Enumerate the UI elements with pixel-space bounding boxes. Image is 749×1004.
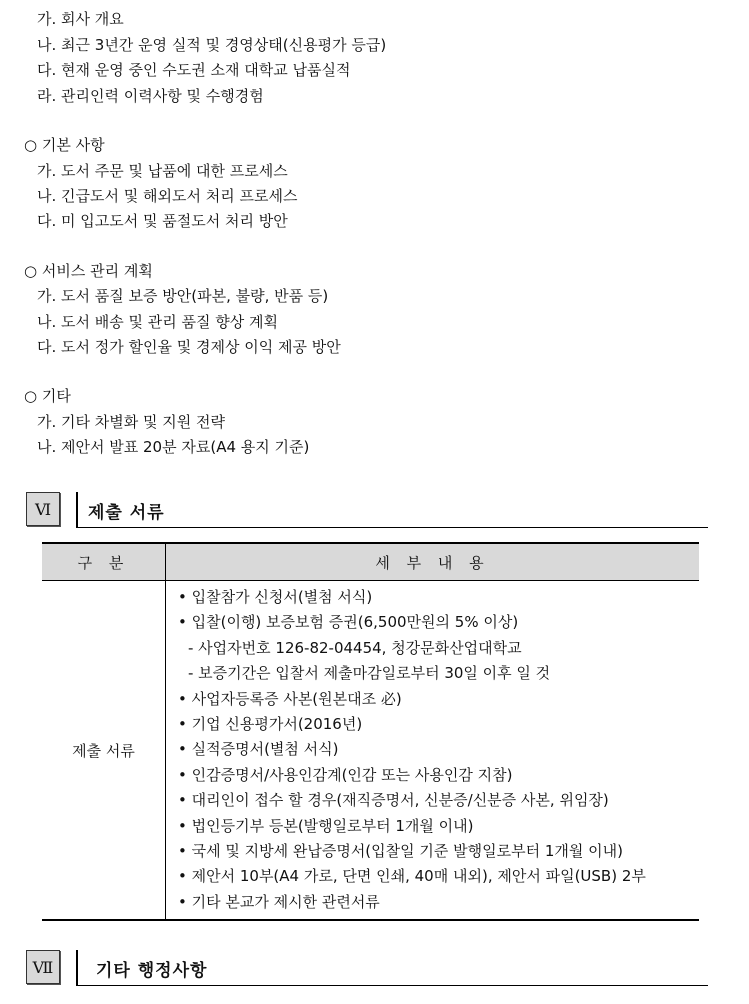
list-item: • 국세 및 지방세 완납증명서(입찰일 기준 발행일로부터 1개월 이내) [178, 842, 623, 861]
table-row [42, 581, 699, 921]
table-category-cell: 제출 서류 [42, 581, 166, 921]
group-item: 가. 기타 차별화 및 지원 전략 [37, 413, 225, 431]
header-underline [78, 527, 708, 528]
list-item: • 법인등기부 등본(발행일로부터 1개월 이내) [178, 816, 474, 835]
table-content-cell [166, 581, 700, 921]
group-item: 가. 도서 품질 보증 방안(파본, 불량, 반품 등) [37, 287, 329, 305]
table-header-row [42, 543, 699, 581]
list-item: • 제안서 10부(A4 가로, 단면 인쇄, 40매 내외), 제안서 파일(USB) 2부 [178, 867, 646, 886]
section-header [26, 492, 708, 528]
list-item: • 실적증명서(별첨 서식) [178, 740, 339, 759]
group-heading: ○ 기타 [24, 387, 71, 405]
intro-item: 나. 최근 3년간 운영 실적 및 경영상태(신용평가 등급) [37, 36, 387, 54]
group-item: 나. 제안서 발표 20분 자료(A4 용지 기준) [37, 438, 310, 456]
list-item: • 인감증명서/사용인감계(인감 또는 사용인감 지참) [178, 765, 513, 784]
section-title: 기타 행정사항 [96, 961, 208, 981]
intro-item: 라. 관리인력 이력사항 및 수행경험 [37, 87, 264, 105]
group-heading: ○ 서비스 관리 계획 [24, 262, 153, 280]
documents-table [42, 542, 699, 921]
header-divider [76, 950, 78, 986]
intro-item: 다. 현재 운영 중인 수도권 소재 대학교 납품실적 [37, 61, 351, 79]
section-title: 제출 서류 [88, 503, 165, 523]
list-item: • 사업자등록증 사본(원본대조 必) [178, 689, 402, 708]
section-number-box: Ⅵ [26, 492, 60, 526]
header-divider [76, 492, 78, 528]
group-item: 다. 도서 정가 할인율 및 경제상 이익 제공 방안 [37, 338, 341, 356]
group-item: 다. 미 입고도서 및 품절도서 처리 방안 [37, 212, 288, 230]
list-item: • 입찰참가 신청서(별첨 서식) [178, 588, 373, 606]
table-header-category: 구 분 [42, 543, 166, 581]
list-item: • 기업 신용평가서(2016년) [178, 715, 363, 734]
list-item: • 기타 본교가 제시한 관련서류 [178, 892, 380, 911]
list-item: • 입찰(이행) 보증보험 증권(6,500만원의 5% 이상) [178, 613, 519, 632]
group-item: 나. 도서 배송 및 관리 품질 향상 계획 [37, 313, 279, 331]
header-underline [78, 985, 708, 986]
list-item: • 대리인이 접수 할 경우(재직증명서, 신분증/신분증 사본, 위임장) [178, 791, 609, 810]
group-item: 가. 도서 주문 및 납품에 대한 프로세스 [37, 162, 288, 180]
section-number-box: Ⅶ [26, 950, 60, 984]
group-item: 나. 긴급도서 및 해외도서 처리 프로세스 [37, 187, 298, 205]
section-header [26, 950, 708, 986]
intro-item: 가. 회사 개요 [37, 10, 124, 28]
list-subitem: - 보증기간은 입찰서 제출마감일로부터 30일 이후 일 것 [188, 664, 551, 683]
table-header-details: 세 부 내 용 [166, 543, 700, 581]
list-subitem: - 사업자번호 126-82-04454, 청강문화산업대학교 [188, 638, 522, 657]
group-heading: ○ 기본 사항 [24, 136, 105, 154]
